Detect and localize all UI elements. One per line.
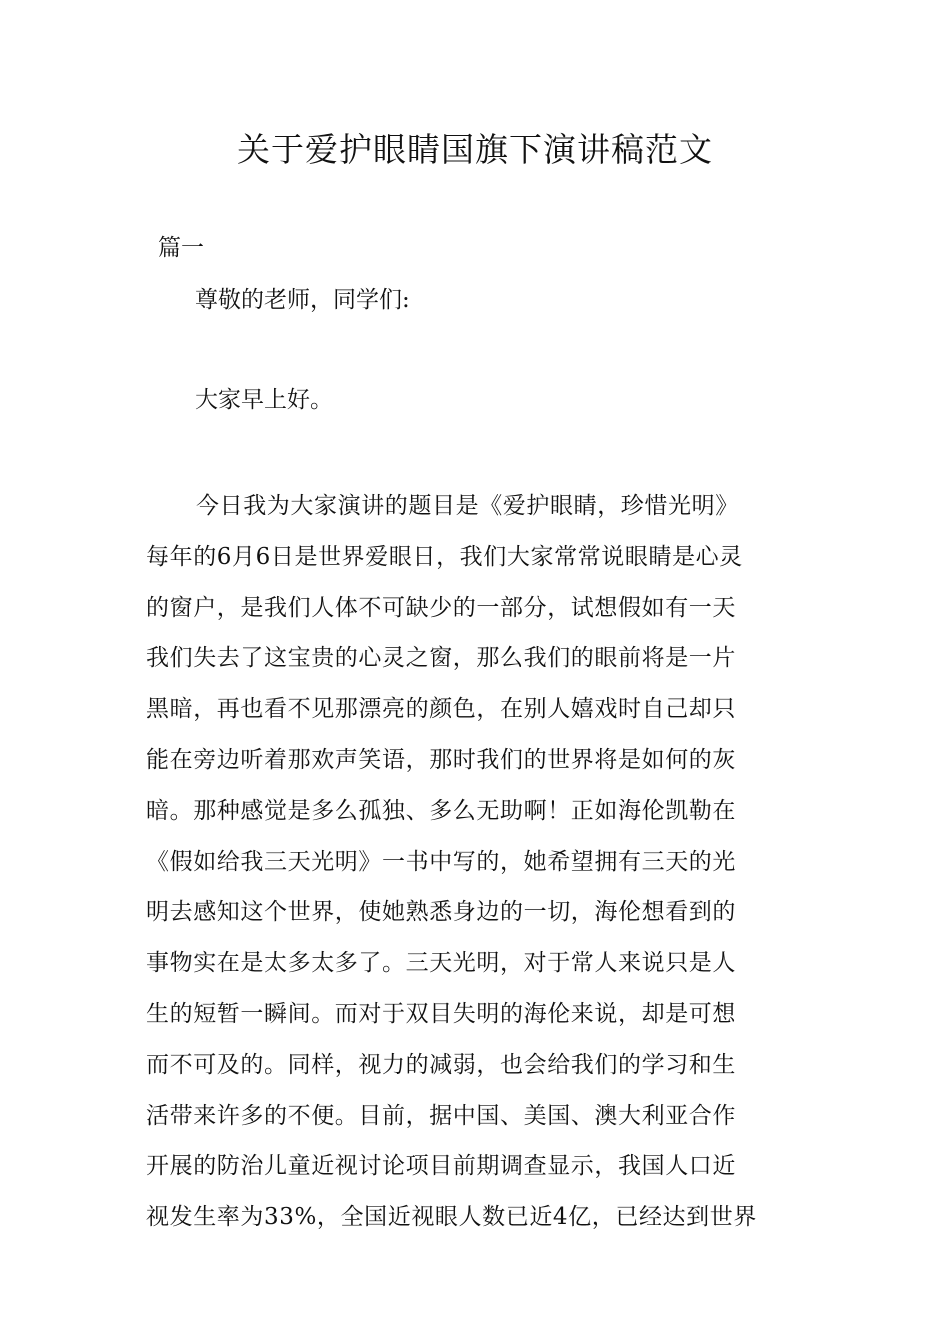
body-line: 今日我为大家演讲的题目是《爱护眼睛，珍惜光明》	[196, 493, 739, 519]
body-line: 的窗户，是我们人体不可缺少的一部分，试想假如有一天	[146, 594, 736, 621]
body-line: 而不可及的。同样，视力的减弱，也会给我们的学习和生	[146, 1051, 736, 1078]
body-line: 开展的防治儿童近视讨论项目前期调查显示，我国人口近	[146, 1153, 736, 1180]
body-line: 活带来许多的不便。目前，据中国、美国、澳大利亚合作	[146, 1102, 736, 1129]
greeting: 大家早上好。	[195, 387, 333, 413]
section-label: 篇一	[158, 235, 204, 261]
body-line: 明去感知这个世界，使她熟悉身边的一切，海伦想看到的	[146, 899, 736, 926]
body-line: 黑暗，再也看不见那漂亮的颜色，在别人嬉戏时自己却只	[146, 696, 736, 723]
body-paragraph	[146, 481, 810, 1243]
body-line: 事物实在是太多太多了。三天光明，对于常人来说只是人	[146, 950, 736, 977]
body-line: 生的短暂一瞬间。而对于双目失明的海伦来说，却是可想	[146, 1000, 736, 1027]
document-title: 关于爱护眼睛国旗下演讲稿范文	[237, 130, 713, 169]
body-line: 视发生率为33%，全国近视眼人数已近4亿，已经达到世界	[146, 1204, 757, 1231]
salutation: 尊敬的老师，同学们:	[195, 287, 410, 313]
body-line: 暗。那种感觉是多么孤独、多么无助啊！正如海伦凯勒在	[146, 797, 736, 824]
body-line: 能在旁边听着那欢声笑语，那时我们的世界将是如何的灰	[146, 746, 736, 773]
body-line: 《假如给我三天光明》一书中写的，她希望拥有三天的光	[146, 848, 736, 875]
body-line: 我们失去了这宝贵的心灵之窗，那么我们的眼前将是一片	[146, 645, 736, 672]
body-line: 每年的6月6日是世界爱眼日，我们大家常常说眼睛是心灵	[146, 543, 743, 570]
